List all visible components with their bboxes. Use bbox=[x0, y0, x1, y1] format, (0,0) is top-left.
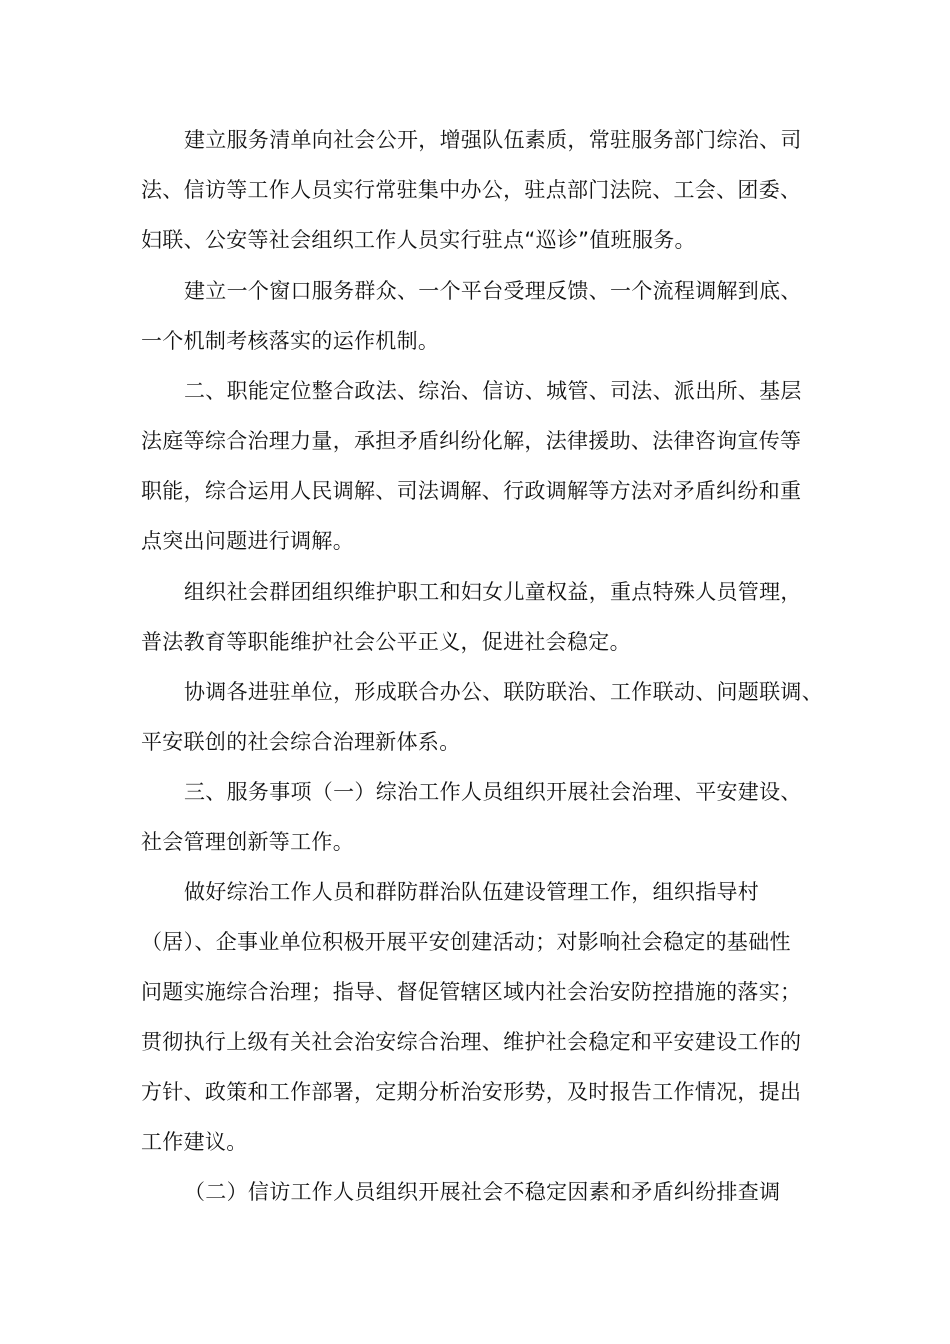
text-line: 点突出问题进行调解。 bbox=[141, 529, 354, 553]
text-line: 法、信访等工作人员实行常驻集中办公，驻点部门法院、工会、团委、 bbox=[141, 178, 802, 202]
text-line: 普法教育等职能维护社会公平正义，促进社会稳定。 bbox=[141, 630, 631, 654]
text-line: 建立一个窗口服务群众、一个平台受理反馈、一个流程调解到底、 bbox=[184, 279, 802, 303]
text-line: 职能，综合运用人民调解、司法调解、行政调解等方法对矛盾纠纷和重 bbox=[141, 479, 802, 503]
text-line: 贯彻执行上级有关社会治安综合治理、维护社会稳定和平安建设工作的 bbox=[141, 1030, 802, 1054]
text-line: 方针、政策和工作部署，定期分析治安形势，及时报告工作情况，提出 bbox=[141, 1080, 802, 1104]
text-line: （居）、企事业单位积极开展平安创建活动；对影响社会稳定的基础性 bbox=[141, 930, 791, 954]
text-line: 问题实施综合治理；指导、督促管辖区域内社会治安防控措施的落实； bbox=[141, 980, 802, 1004]
text-line: 建立服务清单向社会公开，增强队伍素质，常驻服务部门综治、司 bbox=[184, 128, 802, 152]
text-line: 协调各进驻单位，形成联合办公、联防联治、工作联动、问题联调、 bbox=[184, 680, 823, 704]
subsection-heading: （二）信访工作人员组织开展社会不稳定因素和矛盾纠纷排查调 bbox=[184, 1180, 781, 1204]
text-line: 组织社会群团组织维护职工和妇女儿童权益，重点特殊人员管理， bbox=[184, 580, 802, 604]
text-line: 平安联创的社会综合治理新体系。 bbox=[141, 730, 461, 754]
section-heading-3: 三、服务事项（一）综治工作人员组织开展社会治理、平安建设、 bbox=[184, 780, 802, 804]
section-heading-2: 二、职能定位整合政法、综治、信访、城管、司法、派出所、基层 bbox=[184, 379, 802, 403]
text-line: 做好综治工作人员和群防群治队伍建设管理工作，组织指导村 bbox=[184, 880, 760, 904]
text-line: 工作建议。 bbox=[141, 1130, 248, 1154]
text-line: 妇联、公安等社会组织工作人员实行驻点“巡诊”值班服务。 bbox=[141, 228, 696, 252]
text-line: 一个机制考核落实的运作机制。 bbox=[141, 329, 440, 353]
text-line: 社会管理创新等工作。 bbox=[141, 830, 354, 854]
text-line: 法庭等综合治理力量，承担矛盾纠纷化解，法律援助、法律咨询宣传等 bbox=[141, 429, 802, 453]
